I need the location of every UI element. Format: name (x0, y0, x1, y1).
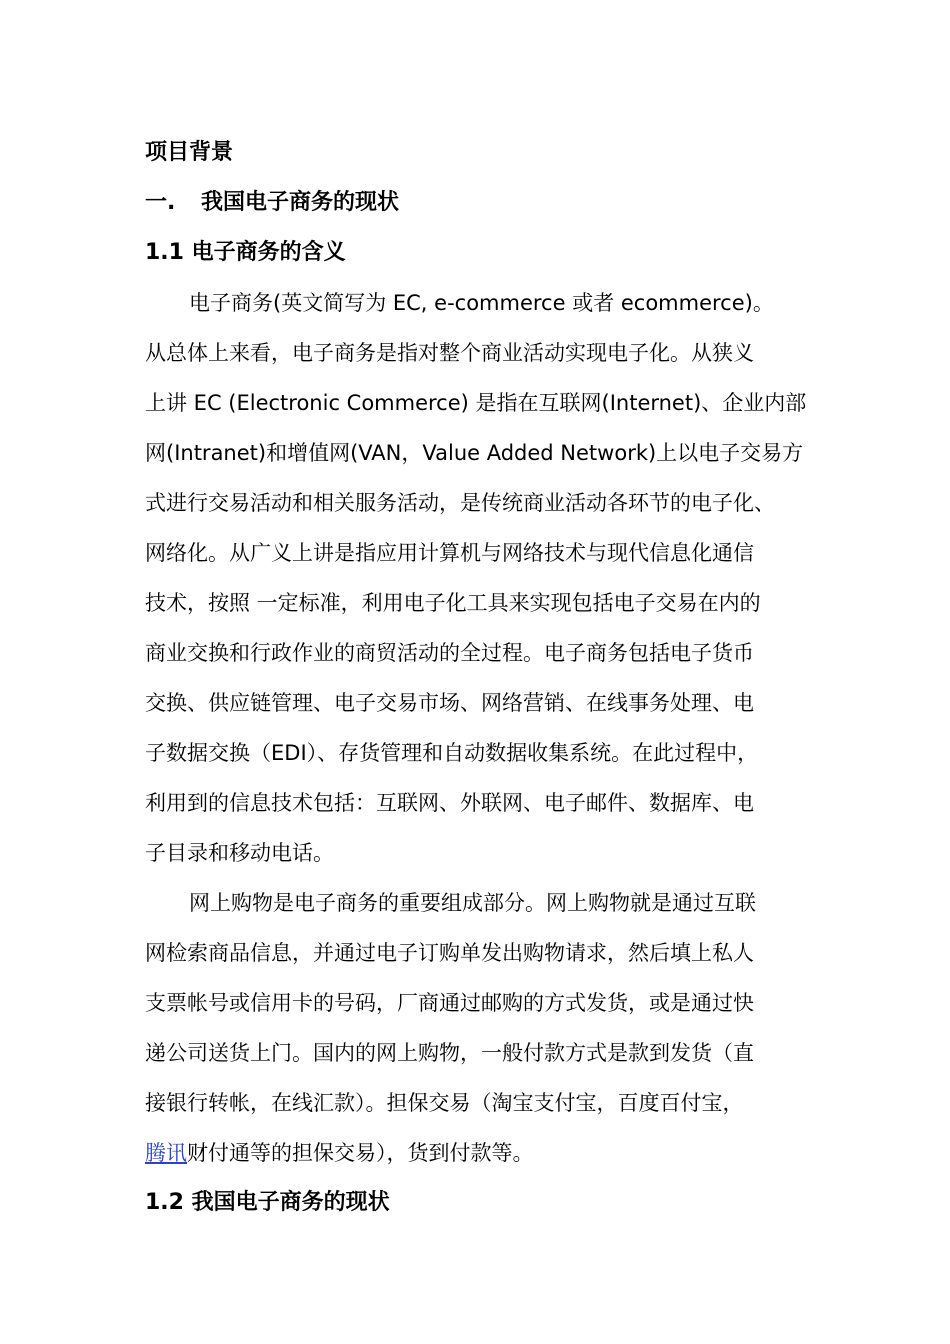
section-title: 我国电子商务的现状 (201, 190, 400, 215)
text-line: 商业交换和行政作业的商贸活动的全过程。电子商务包括电子货币 (145, 641, 754, 665)
document-page (145, 128, 807, 1228)
text-line: 网(Intranet)和增值网(VAN，Value Added Network)上以电子交易方 (145, 441, 804, 465)
text-line: 技术，按照 一定标准，利用电子化工具来实现包括电子交易在内的 (145, 591, 761, 615)
subsection-heading-1-1: 1.1 电子商务的含义 (145, 240, 346, 265)
text-line: 利用到的信息技术包括：互联网、外联网、电子邮件、数据库、电 (145, 791, 754, 815)
text-line: 子数据交换（EDI）、存货管理和自动数据收集系统。在此过程中， (145, 741, 759, 765)
text-line: 递公司送货上门。国内的网上购物，一般付款方式是款到发货（直 (145, 1041, 754, 1065)
text-line: 上讲 EC (Electronic Commerce) 是指在互联网(Internet)、企业内部 (145, 391, 807, 415)
text-line: 子目录和移动电话。 (145, 841, 334, 865)
text-line: 接银行转帐，在线汇款）。担保交易（淘宝支付宝，百度百付宝， (145, 1091, 744, 1115)
text-line: 从总体上来看，电子商务是指对整个商业活动实现电子化。从狭义 (145, 341, 754, 365)
text-line: 式进行交易活动和相关服务活动，是传统商业活动各环节的电子化、 (145, 491, 775, 515)
section-number: 一. (145, 190, 176, 215)
text-line: 支票帐号或信用卡的号码，厂商通过邮购的方式发货，或是通过快 (145, 991, 754, 1015)
document-heading: 项目背景 (145, 140, 234, 165)
text-line: 网检索商品信息，并通过电子订购单发出购物请求，然后填上私人 (145, 941, 754, 965)
text-line: 腾讯财付通等的担保交易），货到付款等。 (145, 1141, 534, 1165)
text-line: 交换、供应链管理、电子交易市场、网络营销、在线事务处理、电 (145, 691, 754, 715)
text-line: 电子商务(英文简写为 EC, e-commerce 或者 ecommerce)。 (189, 291, 774, 315)
text-line: 网络化。从广义上讲是指应用计算机与网络技术与现代信息化通信 (145, 541, 754, 565)
tencent-link[interactable]: 腾讯 (145, 1141, 187, 1165)
subsection-heading-1-2: 1.2 我国电子商务的现状 (145, 1190, 390, 1215)
text-line: 网上购物是电子商务的重要组成部分。网上购物就是通过互联 (189, 891, 756, 915)
paragraph-ec-definition (145, 278, 807, 878)
section-heading (145, 178, 807, 228)
paragraph-online-shopping (145, 878, 807, 1178)
